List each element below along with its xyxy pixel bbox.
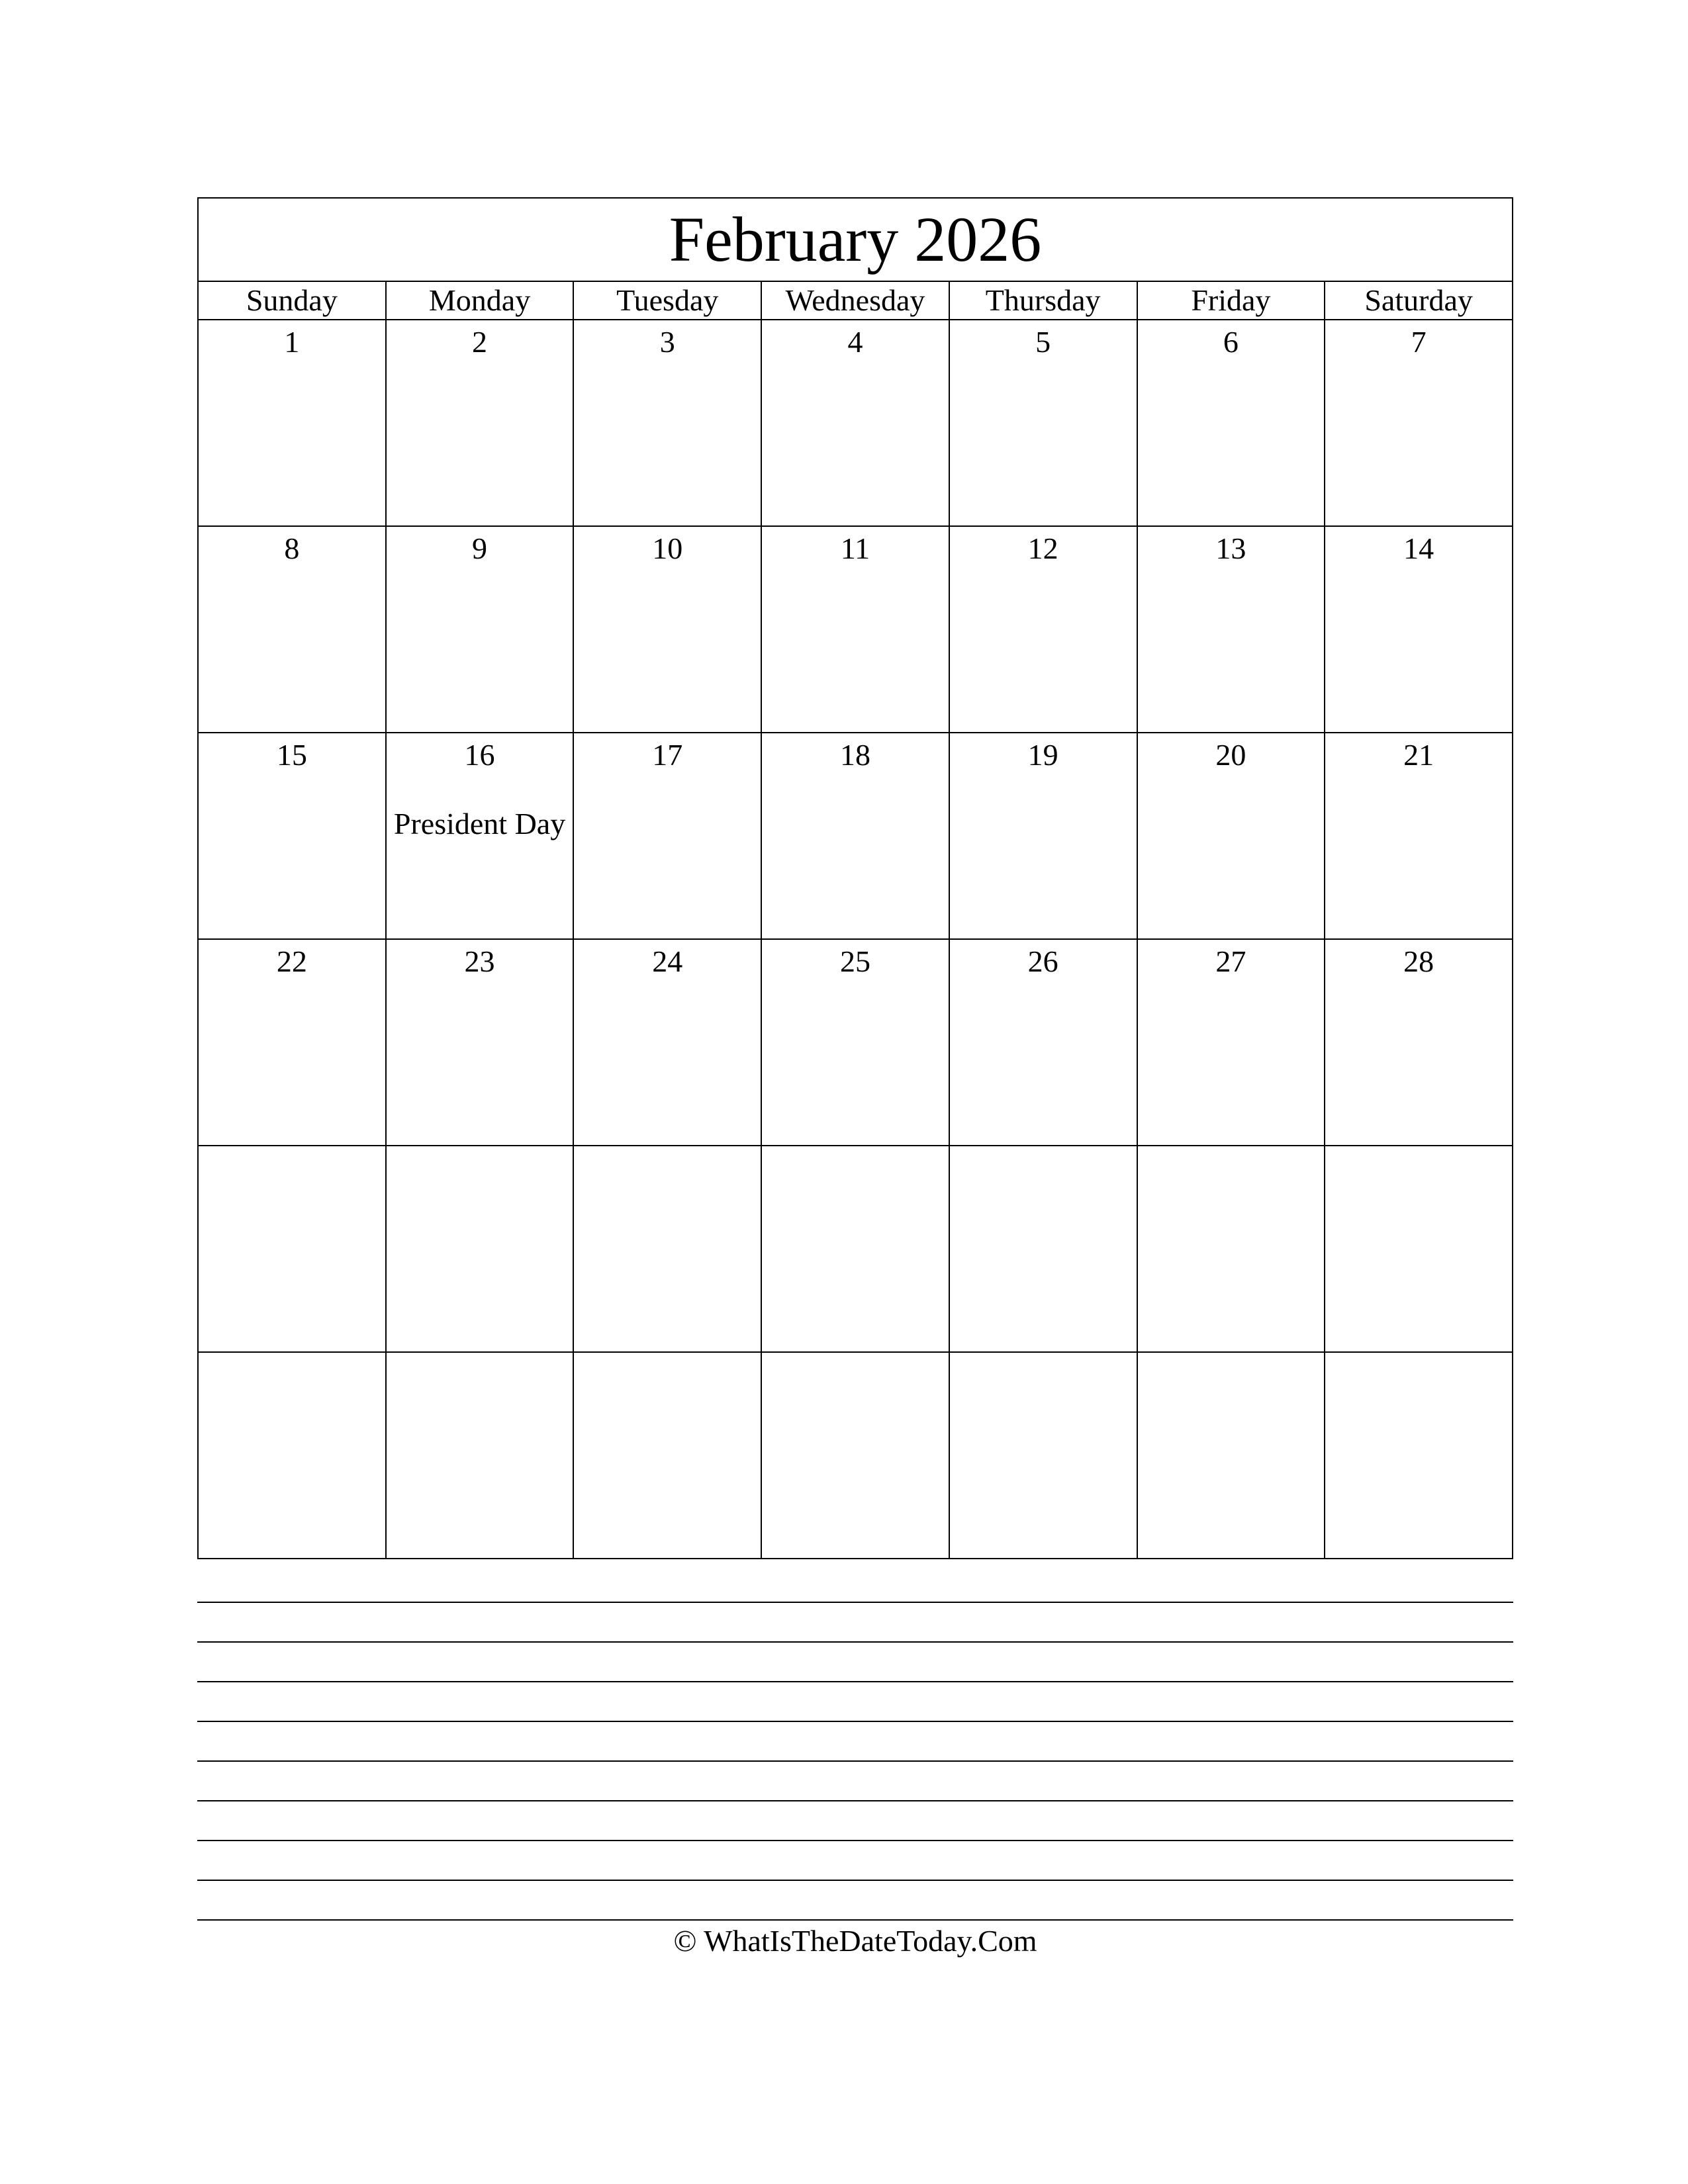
day-cell — [761, 526, 949, 733]
day-number: 25 — [839, 944, 870, 978]
day-cell-empty — [386, 1146, 574, 1352]
note-line — [197, 1919, 1513, 1921]
note-line — [197, 1840, 1513, 1841]
day-cell — [573, 733, 761, 939]
day-cell-with-event — [386, 733, 574, 939]
weekday-tuesday: Tuesday — [573, 281, 761, 320]
day-number: 12 — [1027, 531, 1058, 565]
holiday-label: President Day — [393, 807, 566, 841]
day-cell — [1325, 526, 1513, 733]
weekday-header-row — [198, 281, 1513, 320]
day-cell — [386, 320, 574, 526]
day-cell — [1325, 733, 1513, 939]
calendar-title: February 2026 — [198, 198, 1513, 281]
day-cell — [1137, 939, 1325, 1146]
copyright-footer: © WhatIsTheDateToday.Com — [673, 1924, 1037, 1958]
day-cell — [761, 939, 949, 1146]
day-number: 24 — [652, 944, 683, 978]
day-number: 22 — [276, 944, 307, 978]
day-cell-empty — [761, 1146, 949, 1352]
day-number: 5 — [1035, 325, 1051, 359]
day-cell — [1325, 939, 1513, 1146]
day-number: 10 — [652, 531, 683, 565]
day-cell — [949, 939, 1137, 1146]
day-number: 9 — [472, 531, 488, 565]
day-cell — [198, 733, 386, 939]
day-cell — [573, 939, 761, 1146]
calendar-table — [197, 197, 1513, 1559]
day-cell-empty — [198, 1352, 386, 1559]
day-number: 6 — [1223, 325, 1239, 359]
day-cell — [1137, 526, 1325, 733]
day-number: 18 — [839, 738, 870, 772]
day-number: 27 — [1215, 944, 1246, 978]
day-number: 7 — [1411, 325, 1427, 359]
weekday-sunday: Sunday — [198, 281, 386, 320]
note-line — [197, 1880, 1513, 1881]
day-number: 3 — [659, 325, 675, 359]
day-cell — [1137, 733, 1325, 939]
day-cell-empty — [1325, 1352, 1513, 1559]
note-line — [197, 1800, 1513, 1801]
weekday-monday: Monday — [386, 281, 574, 320]
day-cell — [761, 733, 949, 939]
week-row — [198, 320, 1513, 526]
week-row — [198, 1146, 1513, 1352]
day-number: 16 — [464, 738, 495, 772]
weekday-wednesday: Wednesday — [761, 281, 949, 320]
day-cell — [1137, 320, 1325, 526]
day-cell — [949, 733, 1137, 939]
day-number: 13 — [1215, 531, 1246, 565]
day-cell-empty — [949, 1352, 1137, 1559]
day-cell — [198, 320, 386, 526]
day-number: 21 — [1403, 738, 1434, 772]
note-line — [197, 1681, 1513, 1682]
day-number: 2 — [472, 325, 488, 359]
day-number: 4 — [847, 325, 863, 359]
day-cell — [386, 526, 574, 733]
day-number: 28 — [1403, 944, 1434, 978]
day-cell-empty — [573, 1146, 761, 1352]
day-number: 1 — [284, 325, 300, 359]
week-row — [198, 939, 1513, 1146]
day-cell — [761, 320, 949, 526]
day-cell — [1325, 320, 1513, 526]
day-cell — [198, 526, 386, 733]
day-cell — [949, 320, 1137, 526]
day-cell-empty — [198, 1146, 386, 1352]
day-cell — [573, 526, 761, 733]
day-cell — [386, 939, 574, 1146]
day-number: 14 — [1403, 531, 1434, 565]
day-number: 11 — [840, 531, 870, 565]
weekday-thursday: Thursday — [949, 281, 1137, 320]
note-line — [197, 1760, 1513, 1762]
day-number: 19 — [1027, 738, 1058, 772]
note-line — [197, 1602, 1513, 1603]
day-cell-empty — [386, 1352, 574, 1559]
notes-lines — [197, 1602, 1513, 1959]
day-number: 23 — [464, 944, 495, 978]
day-number: 26 — [1027, 944, 1058, 978]
week-row — [198, 526, 1513, 733]
day-cell — [949, 526, 1137, 733]
note-line — [197, 1641, 1513, 1643]
day-cell-empty — [1137, 1352, 1325, 1559]
note-line — [197, 1721, 1513, 1722]
week-row — [198, 1352, 1513, 1559]
day-number: 20 — [1215, 738, 1246, 772]
day-cell — [198, 939, 386, 1146]
day-cell-empty — [761, 1352, 949, 1559]
weekday-friday: Friday — [1137, 281, 1325, 320]
day-number: 17 — [652, 738, 683, 772]
day-cell-empty — [1325, 1146, 1513, 1352]
day-cell-empty — [573, 1352, 761, 1559]
week-row — [198, 733, 1513, 939]
day-number: 8 — [284, 531, 300, 565]
day-number: 15 — [276, 738, 307, 772]
day-cell-empty — [1137, 1146, 1325, 1352]
day-cell-empty — [949, 1146, 1137, 1352]
weekday-saturday: Saturday — [1325, 281, 1513, 320]
day-cell — [573, 320, 761, 526]
